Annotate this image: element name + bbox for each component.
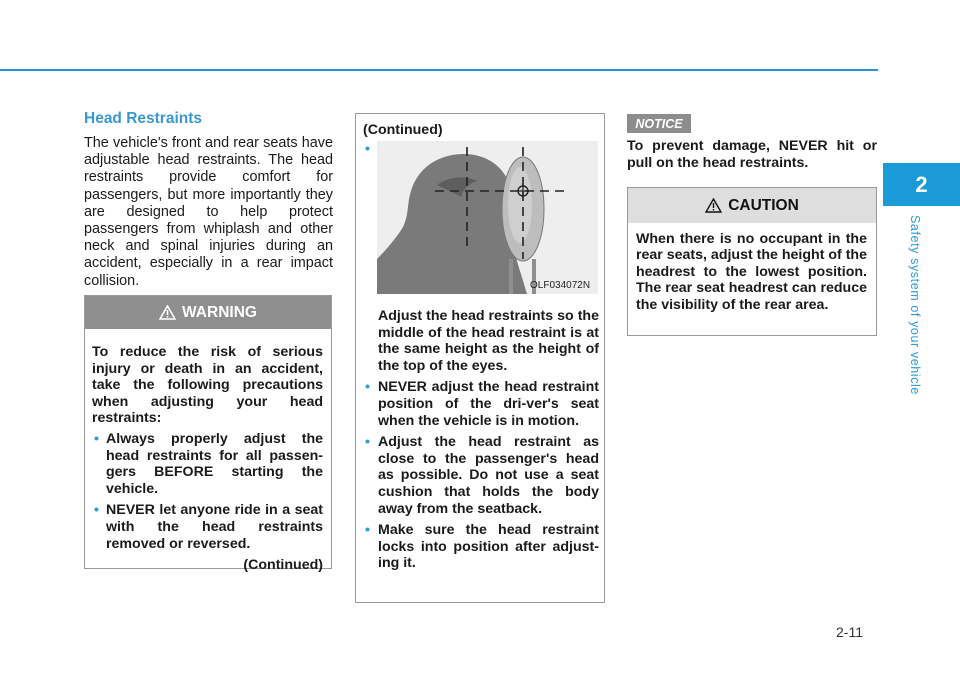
warning-triangle-icon [159,305,176,320]
continued-item: • NEVER adjust the head restraint position of the dri-ver's seat when the vehicle is in motion. [365,379,599,429]
bullet-icon: • [365,140,370,156]
section-body: The vehicle's front and rear seats have adjustable head restraints. The head restraints provide comfort for passengers, but more importantly they are designed to help protect passengers from whiplash and other neck and spinal injuries during an accident, especially in a rear impact collision. [84,135,333,289]
warning-intro: To reduce the risk of serious injury or death in an accident, take the following precautions when adjusting your head restraints: [92,344,323,427]
bullet-icon: • [94,502,99,519]
continued-item: Adjust the head restraints so the middle of the head restraint is at the same height as the height of the top of the eyes. [378,308,599,374]
bullet-icon: • [94,430,99,447]
warning-box [84,295,332,574]
caution-heading: CAUTION [728,196,799,214]
notice-badge: NOTICE [627,114,691,133]
chapter-title: Safety system of your vehicle [908,215,922,395]
bullet-icon: • [365,522,370,539]
warning-body [85,329,331,574]
continued-item: • Make sure the head restraint locks into position after adjust-ing it. [365,522,599,572]
warning-header [85,296,331,329]
bullet-icon: • [365,434,370,451]
page-number: 2-11 [836,624,863,640]
image-code: OLF034072N [530,280,591,291]
warning-heading: WARNING [182,303,257,321]
notice-text: To prevent damage, NEVER hit or pull on the head restraints. [627,138,877,171]
caution-text: When there is no occupant in the rear seats, adjust the height of the headrest to the lowest position. The rear seat headrest can reduce the visibility of the rear area. [636,231,867,313]
section-title: Head Restraints [84,110,203,127]
top-rule [0,69,878,71]
warning-continued: (Continued) [243,557,323,574]
continued-item: • Adjust the head restraint as close to the passenger's head as possible. Do not use a seat cushion that holds the body away from the seatback. [365,434,599,517]
warning-list [92,431,323,552]
head-restraint-illustration [377,141,598,294]
chapter-number-tab: 2 [883,163,960,206]
caution-triangle-icon [705,198,722,213]
bullet-icon: • [365,379,370,396]
continued-label: (Continued) [363,122,443,138]
warning-item: • NEVER let anyone ride in a seat with the head restraints removed or reversed. [94,502,323,552]
continued-list [362,308,599,577]
warning-item: • Always properly adjust the head restraints for all passen-gers BEFORE starting the vehicle. [94,430,323,497]
caution-box [627,187,877,336]
caution-header [628,188,876,223]
continued-warning-box [355,113,605,603]
